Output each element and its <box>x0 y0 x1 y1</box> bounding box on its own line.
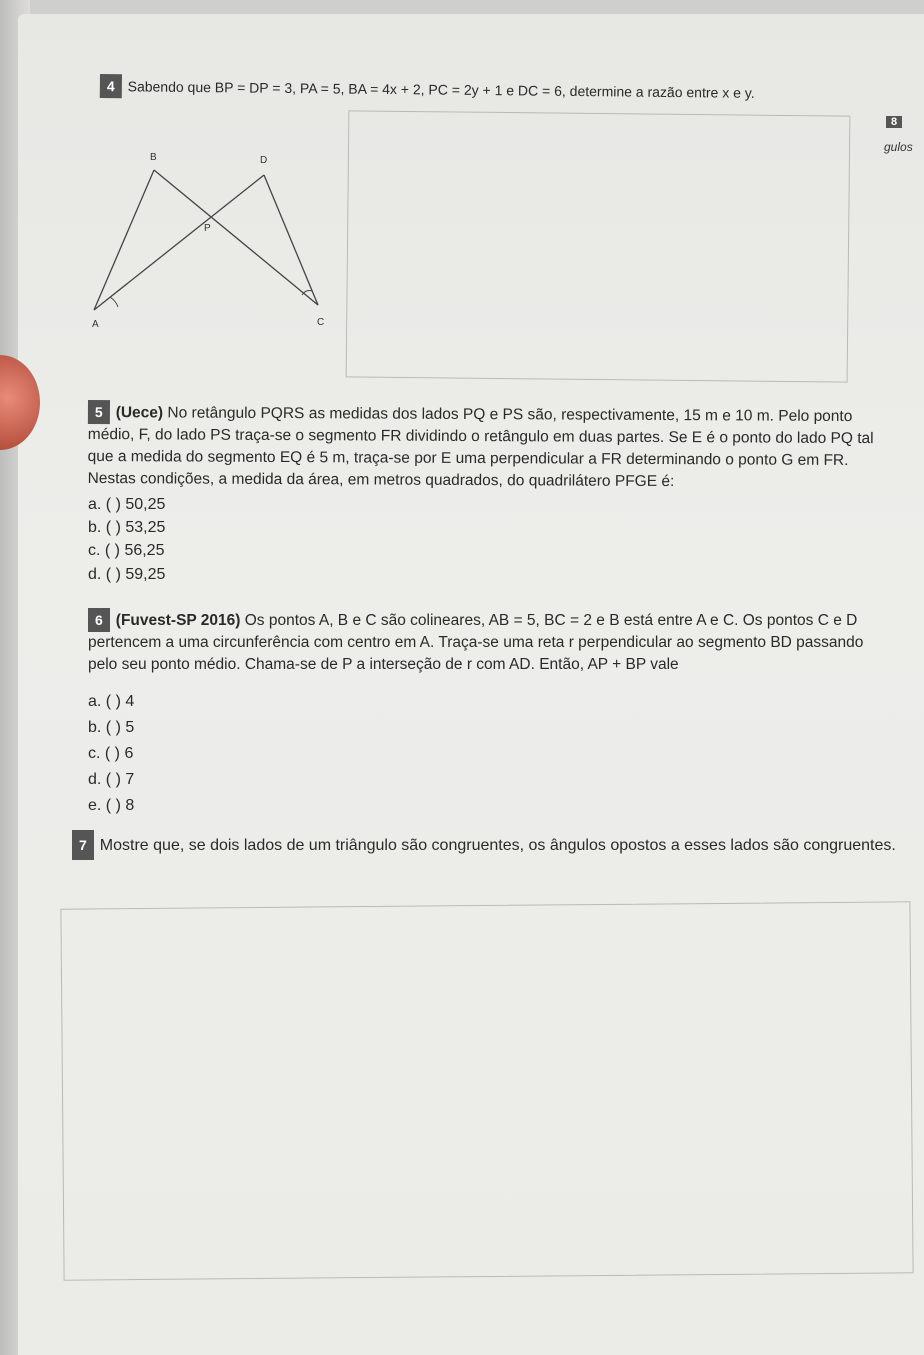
segment-da <box>94 175 264 310</box>
option-a[interactable]: a. ( ) 4 <box>88 693 135 710</box>
option-b[interactable]: b. ( ) 5 <box>88 719 135 736</box>
question-number: 4 <box>100 74 122 98</box>
side-tab-number: 8 <box>886 116 902 128</box>
angle-mark-a <box>110 297 118 307</box>
question-number: 5 <box>88 400 110 424</box>
option-d[interactable]: d. ( ) 7 <box>88 771 135 788</box>
option-c[interactable]: c. ( ) 56,25 <box>88 542 165 559</box>
question-number: 6 <box>88 608 110 632</box>
answer-box-4[interactable] <box>346 110 851 382</box>
question-5 <box>88 400 878 494</box>
question-source: (Fuvest-SP 2016) <box>115 612 241 629</box>
label-b: B <box>150 152 157 163</box>
question-source: (Uece) <box>115 404 164 422</box>
option-d[interactable]: d. ( ) 59,25 <box>88 566 166 583</box>
question-4-text: Sabendo que BP = DP = 3, PA = 5, BA = 4x + 2, PC = 2y + 1 e DC = 6, determine a razão entre x e y. <box>127 78 755 101</box>
question-6 <box>88 608 878 676</box>
label-p: P <box>204 223 211 234</box>
angle-mark-c <box>302 291 312 296</box>
segment-dc <box>264 175 318 305</box>
option-a[interactable]: a. ( ) 50,25 <box>88 496 166 513</box>
answer-box-7[interactable] <box>60 901 913 1280</box>
question-number: 7 <box>72 830 94 860</box>
option-b[interactable]: b. ( ) 53,25 <box>88 519 166 536</box>
segment-bc <box>154 170 318 305</box>
triangle-diagram <box>80 145 340 340</box>
option-e[interactable]: e. ( ) 8 <box>88 797 135 814</box>
label-c: C <box>317 317 325 328</box>
label-d: D <box>260 155 268 166</box>
segment-ba <box>94 170 154 310</box>
question-6-text: Os pontos A, B e C são colineares, AB = 5, BC = 2 e B está entre A e C. Os pontos C e D pertencem a uma circunferência com centro em A. Traça-se uma reta r perpendicular ao segmento BD passando pelo seu ponto médio. Chama-se de P a interseção de r com AD. Então, AP + BP vale <box>88 612 864 673</box>
side-tab-text: gulos <box>884 140 913 154</box>
option-c[interactable]: c. ( ) 6 <box>88 745 134 762</box>
side-tab <box>886 114 908 128</box>
question-7 <box>72 830 908 860</box>
question-5-text: No retângulo PQRS as medidas dos lados PQ e PS são, respectivamente, 15 m e 10 m. Pelo ponto médio, F, do lado PS traça-se o segmento FR dividindo o retângulo em duas partes. Se E é o ponto do lado PQ tal que a medida do segmento EQ é 5 m, traça-se por E uma perpendicular a FR determinando o ponto G em FR. Nestas condições, a medida da área, em metros quadrados, do quadrilátero PFGE é: <box>87 404 874 491</box>
question-7-text: Mostre que, se dois lados de um triângulo são congruentes, os ângulos opostos a esses lados são congruentes. <box>99 837 896 854</box>
label-a: A <box>92 319 99 330</box>
